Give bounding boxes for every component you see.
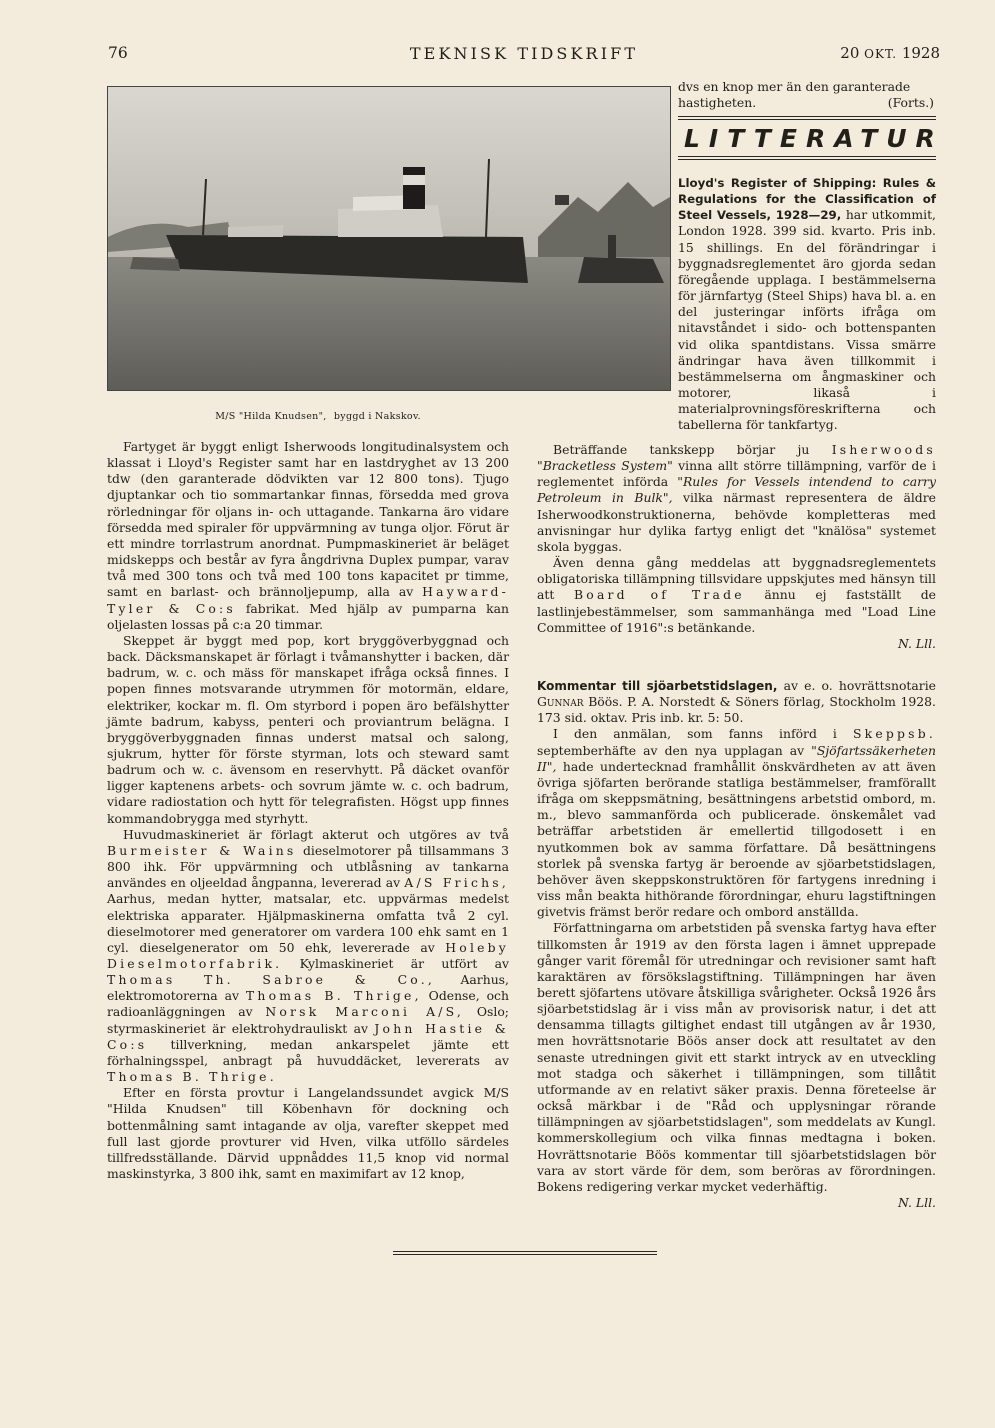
article-continuation [678,79,936,111]
journal-title: TEKNISK TIDSKRIFT [409,44,639,63]
review-paragraph [537,726,936,920]
paragraph-construction [107,439,509,633]
manufacturer-name: Hayward-Tyler & Co:s [107,584,509,616]
paragraph-text: Även denna gång meddelas att byggnadsreglementets obligatoriska tillämpning tillsvidare uppskjutes med hänsyn till att [537,555,936,603]
paragraph-text: Oslo; styrmaskineriet är elektrohydrauliskt av [107,1004,509,1036]
review-intro-text: har utkommit, London 1928. 399 sid. kvarto. Pris inb. 15 shillings. En del förändringar i byggnadsreglementet äro gjorda sedan föregående upplaga. I bestämmelserna för järnfartyg (Steel Ships) hava bl. a. en del justeringar införts ifråga om nitavståndet i sido- och bottenspanten vid olika spantdistans. Vissa smärre ändringar hava även tillkommit i bestämmelserna om ångmaskiner och motorer, likaså i materialprovningsföreskrifterna och tabellerna för tankfartyg. [678,207,936,433]
paragraph-text: Odense, och radioanläggningen av [107,988,509,1020]
manufacturer-name: A/S Frichs, [404,875,509,891]
paragraph-text: vilka närmast representera de äldre Isherwoodkonstruktionerna, behövde kompletteras med anvisningar hur dylika fartyg enligt det "knälösa" systemet skola byggas. [537,490,936,554]
footer-rule [393,1251,657,1255]
manufacturer-name: Norsk Marconi A/S, [265,1004,465,1020]
continuation-line: dvs en knop mer än den garanterade [678,79,911,94]
paragraph-text: septemberhäfte av den nya upplagan av [537,742,805,758]
page-number: 76 [108,44,128,62]
review-title: Kommentar till sjöarbetstidslagen, [537,679,778,693]
publication-details: Böös. P. A. Norstedt & Söners förlag, Stockholm 1928. 173 sid. oktav. Pris inb. kr. 5: 50. [537,694,936,726]
manufacturer-name: Thomas B. Thrige, [245,988,422,1004]
tugboat [578,257,664,283]
section-title: LITTERATUR [684,124,944,153]
paragraph-text: vinna allt större tillämpning, varför de i reglementet införda [537,458,936,490]
photo-caption [107,411,529,422]
paragraph-accommodation: Skeppet är byggt med pop, kort bryggöverbyggnad och back. Däcksmanskapet är förlagt i tvåmanshytter i backen, där badrum, w. c. och mäss för manskapet ifråga också finnes. I popen finnes motsvarande utrymmen för motormän, eldare, elektriker, kockar m. fl. Om styrbord i popen äro befälshytter jämte badrum, kabyss, penteri och proviantrum belägna. I bryggöverbyggnaden finnas underst matsal och salong, sjukrum, hytter för förste styrman, lots och steward samt badrum och w. c. ävensom en reservhytt. På däcket ovanför ligger kaptenens arbets- och sovrum jämte w. c. och badrum, vidare radiostation och hytt för telegrafisten. Högst upp finnes kommandobrygga med styrhytt. [107,632,509,826]
running-header [108,44,940,68]
review-title: Lloyd's Register of Shipping: Rules & Regulations for the Classification of Steel Vessels, 1928—29, [678,176,936,223]
author-prefix: av e. o. hovrättsnotarie [783,678,936,693]
paragraph-text: dieselmotorer på tillsammans 3 800 ihk. För uppvärmning och utblåsning av tankarna användes en oljeeldad ångpanna, levererad av [107,842,509,891]
literature-section-header [678,116,944,160]
paragraph-text: Aarhus, elektromotorerna av [107,972,509,1004]
system-name: Isherwoods [831,442,936,457]
to-be-continued-note: (Forts.) [887,95,934,111]
review-signature: N. Lll. [897,635,936,651]
paragraph-text: Fartyget är byggt enligt Isherwoods longitudinalsystem och klassat i Lloyd's Register samt har en lastdryghet av 13 200 tdw (den garanterade dödvikten var 12 800 tons). Tjugo djuptankar och tio sommartankar finnas, försedda med grova rörledningar för oljans in- och uttagande. Tankarna äro vidare försedda med spiraler för uppvärmning av tunga oljor. Förut är ett mindre torrlastrum anordnat. Pumpmaskineriet är beläget midskepps och består av fyra ångdrivna Duplex pumpar, varav två med 300 tons och två med 100 tons kapacitet pr timme, samt en barlast- och brännoljepump, alla av [107,439,509,600]
fore-house [228,225,283,237]
issue-year: 1928 [901,44,940,62]
paragraph-text: Kylmaskineriet är utfört av [299,956,509,971]
manufacturer-name: Holeby Dieselmotorfabrik. [107,939,509,971]
manufacturer-name: Thomas Th. Sabroe & Co., [107,972,436,988]
manufacturer-name: Thomas B. Thrige. [107,1069,277,1085]
funnel [403,167,425,209]
tug-funnel [608,235,616,259]
issue-date [840,44,940,62]
author-first-name: Gunnar [537,694,584,710]
paragraph-machinery [107,827,509,1086]
manufacturer-name: Burmeister & Wains [107,842,297,858]
review-paragraph: Författningarna om arbetstiden på svenska fartyg hava efter tillkomsten år 1919 av den första lagen i ämnet upprepade gånger varit föremål för utredningar och revisioner samt haft karaktären av försökslagstiftning. Tillämpningen har även berett sjöfartens utövare åtskilliga svårigheter. Också 1926 års sjöarbetstidslag är i viss mån av provisorisk natur, i det att densamma tillagts giltighet endast till utgången av år 1930, men hovrättsnotarie Böös anser dock att resultatet av den senaste utredningen givit ett starkt intryck av en utveckling mot stadga och säkerhet i tillämpningen, som tillåtit utformande av en relativt säker praxis. Denna företeelse är också märkbar i de "Råd och upplysningar rörande tillämpningen av sjöarbetstidslagen", som meddelats av Kungl. kommerskollegium och vilka finnas medtagna i boken. Hovrättsnotarie Böös kommentar till sjöarbetstidslagen bör vara av stort värde för dem, som beröras av förordningen. Bokens redigering verkar mycket vederhäftig. [537,920,936,1194]
paragraph-text: hade undertecknad framhållit önskvärdheten av att även övriga sjöfarten berörande statliga bestämmelser, framförallt ifråga om skeppsmätning, besättningens arbetstid ombord, m. m., blevo sammanförda och publicerade. önskemålet vad beträffar arbetstiden är emellertid tillgodosett i en nyutkommen bok av samma författare. Då besättningens storlek på svenska fartyg är beroende av sjöarbetstidslagen, behöver även skeppskonstruktören för fartygens inredning i viss mån beakta hithörande förordningar, ehuru lagstiftningen givetvis främst berör redare och ombord anställda. [537,758,936,920]
paragraph-text: tillverkning, medan ankarspelet jämte ett förhalningsspel, anbragt på huvuddäcket, levererats av [107,1036,509,1068]
review-heading [537,678,936,726]
authority-name: Board of Trade [574,587,745,603]
ship-photograph [107,86,671,391]
review-lloyds-intro [678,175,936,434]
review-paragraph [537,442,936,555]
system-title: "Bracketless System" [537,458,673,474]
paragraph-text: Huvudmaskineriet är förlagt akterut och utgöres av två [123,826,509,842]
journal-reference: Skeppsb. [852,726,936,742]
paragraph-trials: Efter en första provtur i Langelandssundet avgick M/S "Hilda Knudsen" till Köbenhavn för dockning och bottenmålning samt intagande av olja, varefter skeppet med full last gjorde provturer vid Hven, vilka utföllo särdeles tillfredsställande. Därvid uppnåddes 11,5 knop vid normal maskinstyrka, 3 800 ihk, samt en maximifart av 12 knop, [107,1085,509,1182]
paragraph-text: Aarhus, medan hytter, matsalar, etc. uppvärmas medelst elektriska apparater. Hjälpmaskinerna omfatta två 2 cyl. dieselmotorer med generatorer om vardera 100 ehk samt en 1 cyl. dieselgenerator om 50 ehk, levererade av [107,891,509,955]
caption-vessel-name: M/S "Hilda Knudsen", [215,411,327,422]
issue-month: OKT. [864,47,898,61]
manufacturer-name: John Hastie & Co:s [107,1020,509,1052]
review-signature: N. Lll. [897,1195,936,1210]
funnel-band [403,175,425,185]
continuation-text: hastigheten. [678,95,757,111]
review-kommentar [537,678,936,1211]
paragraph-text: ännu ej fastställt de lastlinjebestämmelser, som sammanhänga med "Load Line Committee of 1916":s betänkande. [537,587,936,635]
continuation-end [678,95,936,111]
paragraph-text: fabrikat. Med hjälp av pumparna kan oljelasten lossas på c:a 20 timmar. [107,600,510,632]
small-boat [130,257,180,271]
review-lloyds-body [537,442,936,652]
article-column-left [107,439,509,1182]
review-paragraph [537,555,936,636]
book-title: "Sjöfartssäkerheten II", [537,742,936,774]
ship-illustration [108,87,670,390]
paragraph-text: Beträffande tankskepp börjar ju [553,442,810,457]
caption-location: byggd i Nakskov. [333,411,421,422]
paragraph-text: I den anmälan, som fanns införd i [553,726,837,742]
header-rule-bottom [678,156,936,160]
rules-title: "Rules for Vessels intendend to carry Petroleum in Bulk", [537,474,936,506]
issue-day: 20 [840,44,860,62]
flag [555,195,569,205]
